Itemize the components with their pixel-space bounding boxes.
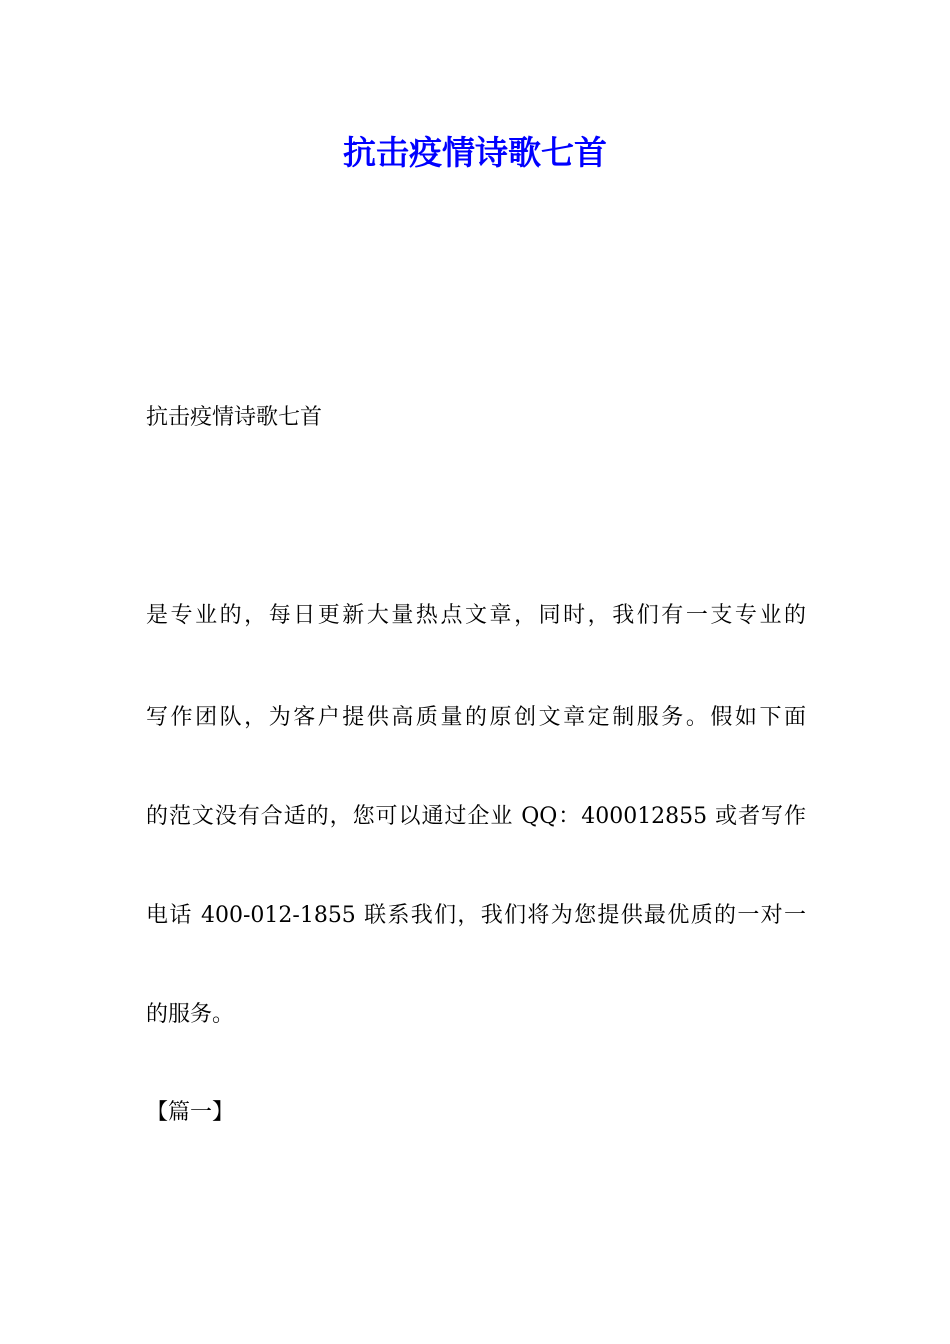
intro-line-3: 的范文没有合适的，您可以通过企业 QQ：400012855 或者写作 xyxy=(146,804,806,829)
intro-line-2: 写作团队，为客户提供高质量的原创文章定制服务。假如下面 xyxy=(146,705,806,730)
intro-line-1: 是专业的，每日更新大量热点文章，同时，我们有一支专业的 xyxy=(146,603,806,628)
document-title: 抗击疫情诗歌七首 xyxy=(343,133,607,172)
intro-line-4: 电话 400-012-1855 联系我们，我们将为您提供最优质的一对一 xyxy=(146,903,806,928)
document-subtitle: 抗击疫情诗歌七首 xyxy=(146,405,323,430)
intro-line-5: 的服务。 xyxy=(146,1002,235,1027)
section-heading: 【篇一】 xyxy=(146,1100,235,1125)
